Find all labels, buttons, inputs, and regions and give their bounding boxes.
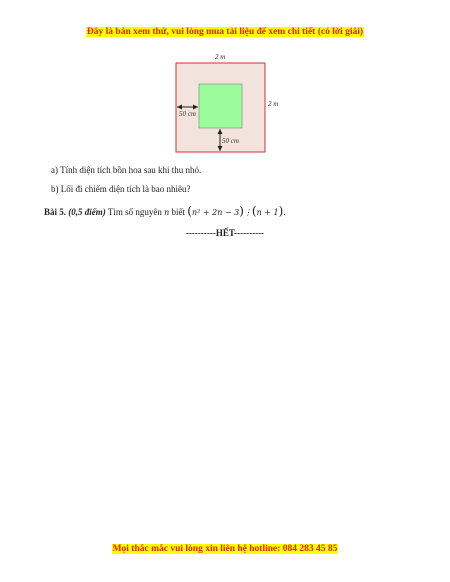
preview-banner [0,27,450,37]
bai5-variable: n [164,208,170,217]
left-dimension-label: 50 cm [179,110,196,118]
bai5-points: (0,5 điểm) [68,207,106,217]
end-marker: ----------HẾT---------- [185,228,265,238]
expr-left: n² + 2n − 3 [191,208,240,217]
inner-square [199,84,242,128]
expr-right: n + 1 [256,208,279,217]
divides-symbol: ⋮ [243,208,252,217]
bai5-line [44,204,286,218]
hotline-banner [0,544,450,554]
bai5-text-after: biết [171,207,186,217]
question-a: a) Tính diện tích bồn hoa sau khi thu nhỏ. [51,165,202,175]
bottom-dimension-label: 50 cm [222,137,239,145]
top-dimension-label: 2 m [215,53,226,61]
hotline-banner-text: Mọi thắc mắc vui lòng xin liên hệ hotline: 084 283 45 85 [112,544,338,554]
bai5-expression: (n² + 2n − 3)⋮(n + 1) [187,204,284,218]
bai5-text-before: Tìm số nguyên [107,207,162,217]
preview-banner-text: Đây là bản xem thử, vui lòng mua tài liệu để xem chi tiết (có lời giải) [86,27,364,37]
garden-figure [160,50,300,155]
right-dimension-label: 2 m [268,100,279,108]
bai5-end: . [283,207,286,217]
question-b: b) Lối đi chiếm diện tích là bao nhiêu? [51,184,191,194]
bai5-title: Bài 5. [44,207,67,217]
